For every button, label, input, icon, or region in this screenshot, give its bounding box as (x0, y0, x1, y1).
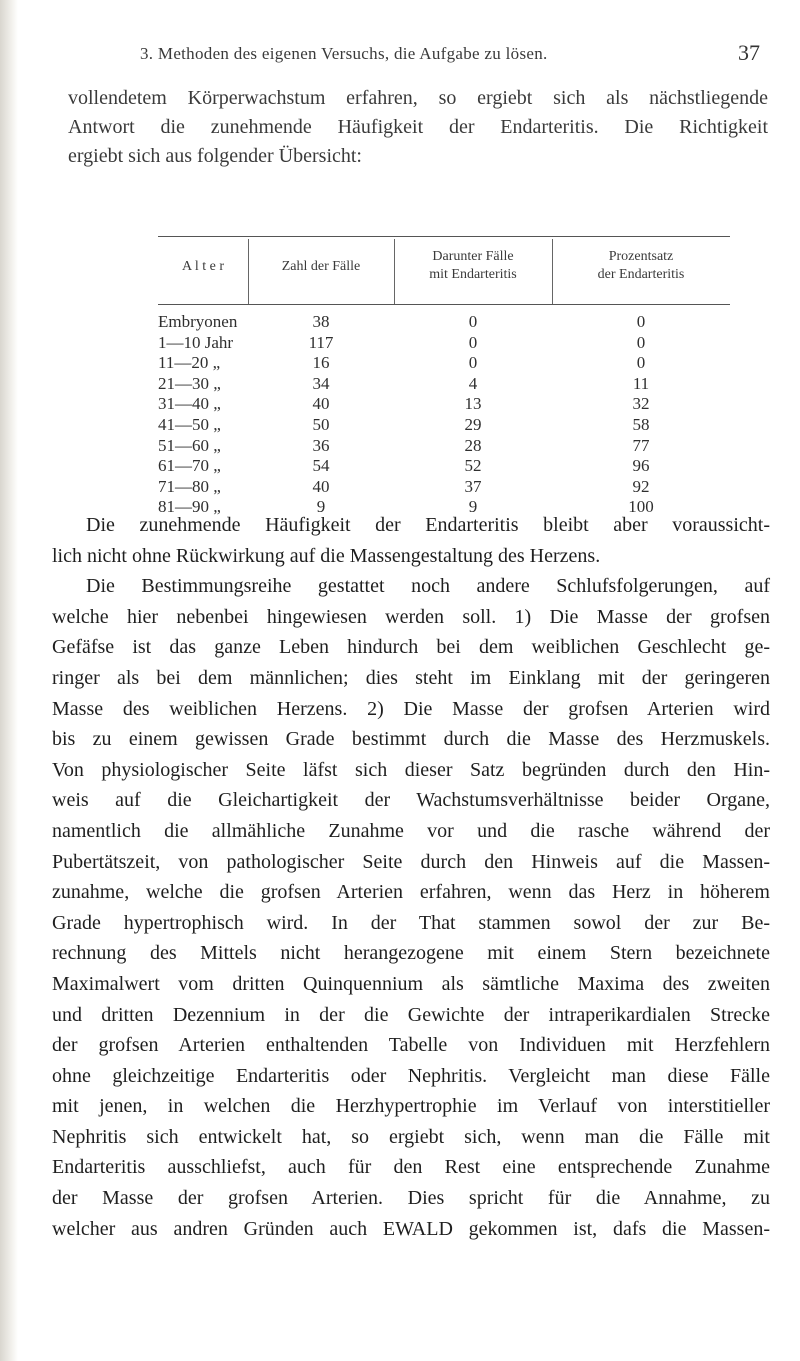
table-cell: 92 (632, 476, 650, 496)
body-line: zunahme, welche die grofsen Arterien erfahren, wenn das Herz in höherem (52, 881, 770, 904)
header-alter-text: A l t e r (182, 259, 224, 274)
intro-line: Antwort die zunehmende Häufigkeit der Endarteritis. Die Richtigkeit (68, 116, 768, 138)
header-prozentsatz (552, 248, 730, 284)
table-cell: 81—90 „ (158, 497, 221, 517)
table-cell: 21—30 „ (158, 373, 221, 393)
table-row (158, 456, 730, 477)
body-line: Nephritis sich entwickelt hat, so ergiebt sich, wenn man die Fälle mit (52, 1125, 770, 1148)
table-cell: 11—20 „ (158, 353, 221, 373)
page-gutter-shadow (0, 0, 18, 1361)
table-cell: 9 (468, 497, 478, 517)
table-cell: 41—50 „ (158, 415, 221, 434)
body-line: ringer als bei dem männlichen; dies steht im Einklang mit der geringeren (52, 666, 770, 689)
table-cell: 31—40 „ (158, 394, 221, 414)
header-prozentsatz-line2: der Endarteritis (597, 267, 685, 282)
body-text (52, 510, 770, 1244)
running-head-title: 3. Methoden des eigenen Versuchs, die Aufgabe zu lösen. (140, 44, 548, 63)
body-line: Masse des weiblichen Herzens. 2) Die Masse der grofsen Arterien wird (52, 697, 770, 720)
table-cell: 77 (632, 435, 650, 455)
table-cell: 1—10 Jahr (158, 332, 234, 352)
table-cell: 36 (312, 435, 330, 455)
header-alter (158, 258, 248, 276)
body-line: welche hier nebenbei hingewiesen werden soll. 1) Die Masse der grofsen (52, 605, 770, 628)
header-zahl (248, 258, 394, 276)
table-cell: 117 (308, 332, 334, 352)
body-line: Pubertätszeit, von pathologischer Seite durch den Hinweis auf die Massen- (52, 850, 770, 873)
body-line: der Masse der grofsen Arterien. Dies spricht für die Annahme, zu (52, 1187, 770, 1210)
body-line: bis zu einem gewissen Grade bestimmt durch die Masse des Herzmuskels. (52, 728, 770, 751)
header-darunter (394, 248, 552, 284)
body-line: der grofsen Arterien enthaltenden Tabelle von Individuen mit Herzfehlern (52, 1034, 770, 1057)
body-line: und dritten Dezennium in der die Gewichte der intraperikardialen Strecke (52, 1003, 770, 1026)
table-cell: 0 (468, 353, 478, 373)
header-darunter-line1: Darunter Fälle (432, 249, 514, 264)
body-line: rechnung des Mittels nicht herangezogene mit einem Stern bezeichnete (52, 942, 770, 965)
header-prozentsatz-line1: Prozentsatz (608, 249, 674, 264)
table-cell: 29 (464, 415, 482, 434)
table-top-rule (158, 236, 730, 237)
body-line: lich nicht ohne Rückwirkung auf die Massengestaltung des Herzens. (52, 544, 601, 567)
table-cell: 38 (312, 312, 330, 331)
page-number: 37 (738, 40, 760, 65)
table-cell: 37 (464, 476, 482, 496)
table-row (158, 394, 730, 415)
body-line: Die Bestimmungsreihe gestattet noch andere Schlufsfolgerungen, auf (86, 575, 770, 598)
intro-line: ergiebt sich aus folgender Übersicht: (68, 145, 362, 167)
table-cell: 40 (312, 476, 330, 496)
table-cell: 0 (636, 312, 646, 331)
running-head (120, 40, 760, 68)
table-cell: 96 (632, 456, 650, 476)
body-line: weis auf die Gleichartigkeit der Wachstumsverhältnisse beider Organe, (52, 789, 770, 812)
table-row (158, 436, 730, 457)
body-line: mit jenen, in welchen die Herzhypertrophie im Verlauf von interstitieller (52, 1095, 770, 1118)
table-row (158, 374, 730, 395)
table-cell: 28 (464, 435, 482, 455)
table-row (158, 353, 730, 374)
body-line: ohne gleichzeitige Endarteritis oder Nephritis. Vergleicht man diese Fälle (52, 1064, 770, 1087)
table-cell: 50 (312, 415, 330, 434)
table-cell: 11 (632, 373, 650, 393)
table-cell: Embryonen (158, 312, 238, 331)
header-zahl-text: Zahl der Fälle (281, 259, 361, 274)
table-row (158, 312, 730, 333)
table-cell: 58 (632, 415, 650, 434)
table-row (158, 477, 730, 498)
table-cell: 0 (636, 353, 646, 373)
body-line: Gefäfse ist das ganze Leben hindurch bei dem weiblichen Geschlecht ge- (52, 636, 770, 659)
table-cell: 16 (312, 353, 330, 373)
body-line: Grade hypertrophisch wird. In der That stammen sowol der zur Be- (52, 911, 770, 934)
body-line: namentlich die allmähliche Zunahme vor und die rasche während der (52, 819, 770, 842)
table-row (158, 333, 730, 354)
table-cell: 71—80 „ (158, 476, 221, 496)
body-line: Endarteritis ausschliefst, auch für den Rest eine entsprechende Zunahme (52, 1156, 770, 1179)
table-cell: 4 (468, 373, 478, 393)
table-cell: 52 (464, 456, 482, 476)
body-line: welcher aus andren Gründen auch EWALD gekommen ist, dafs die Massen- (52, 1217, 770, 1240)
table-cell: 51—60 „ (158, 435, 221, 455)
table-cell: 100 (628, 497, 654, 517)
table-header-rule (158, 304, 730, 305)
table-cell: 9 (316, 497, 326, 517)
table-cell: 0 (468, 332, 478, 352)
intro-line: vollendetem Körperwachstum erfahren, so ergiebt sich als nächstliegende (68, 87, 768, 109)
body-line: Die zunehmende Häufigkeit der Endarteritis bleibt aber voraussicht- (86, 514, 770, 536)
table-cell: 61—70 „ (158, 456, 221, 476)
table-cell: 40 (312, 394, 330, 414)
body-line: Maximalwert vom dritten Quinquennium als sämtliche Maxima des zweiten (52, 972, 770, 995)
table-cell: 54 (312, 456, 330, 476)
header-darunter-line2: mit Endarteritis (429, 267, 517, 282)
table-cell: 13 (464, 394, 482, 414)
table-row (158, 415, 730, 436)
intro-paragraph (68, 84, 768, 171)
body-line: Von physiologischer Seite läfst sich dieser Satz begründen durch den Hin- (52, 758, 770, 781)
table-cell: 32 (632, 394, 650, 414)
table-cell: 0 (636, 332, 646, 352)
table-cell: 0 (468, 312, 478, 331)
table-cell: 34 (312, 373, 330, 393)
